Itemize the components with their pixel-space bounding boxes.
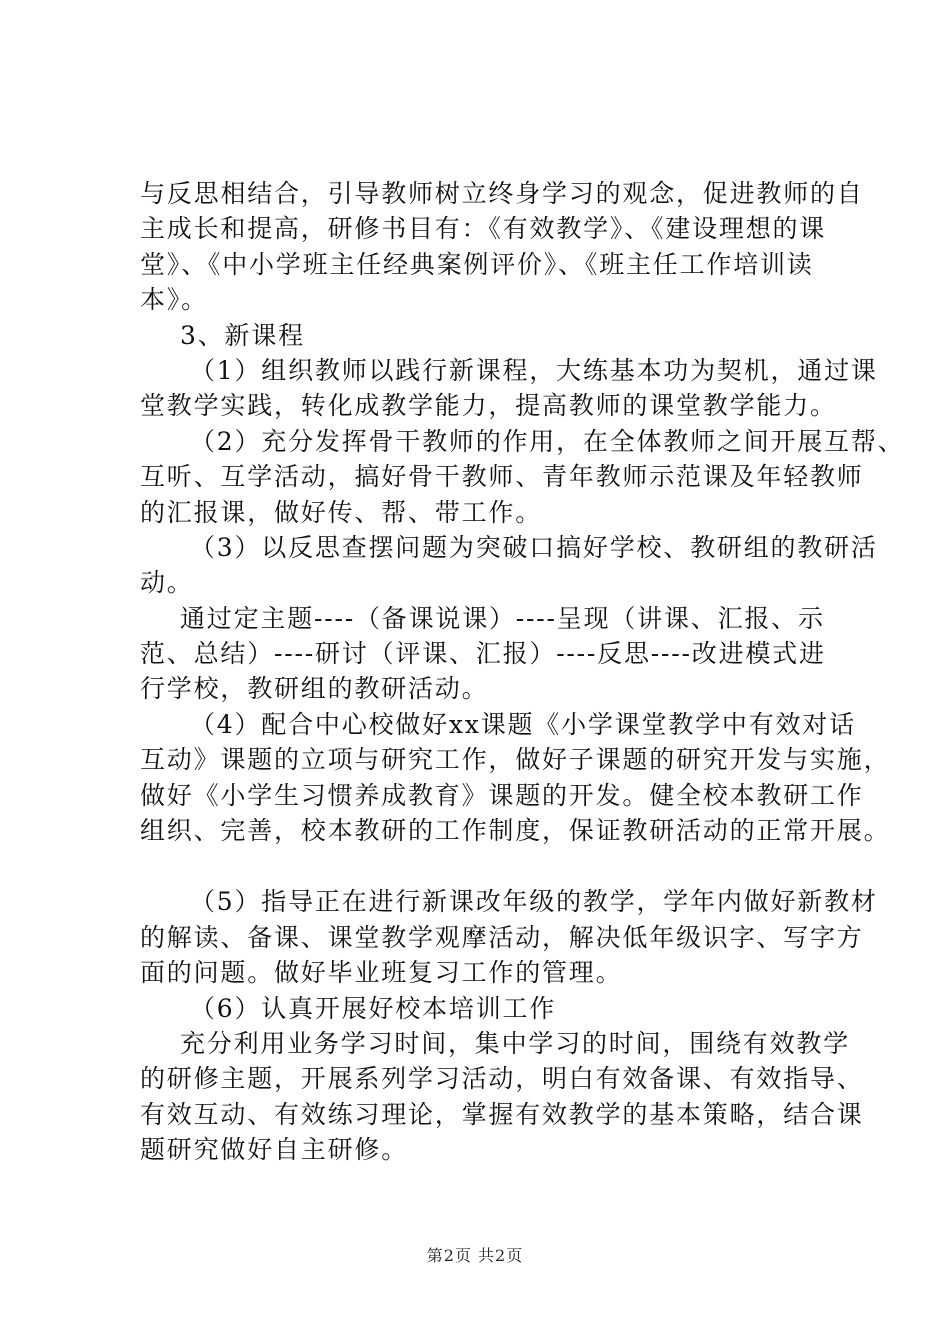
body-line: 堂》、《中小学班主任经典案例评价》、《班主任工作培训读: [140, 249, 814, 279]
section-heading: 3、新课程: [180, 320, 305, 350]
page-number-footer: 第2页 共2页: [426, 1246, 524, 1265]
body-line: （3）以反思查摆问题为突破口搞好学校、教研组的教研活: [190, 532, 878, 562]
body-line: 充分利用业务学习时间，集中学习的时间，围绕有效教学: [180, 1028, 851, 1058]
body-line: 主成长和提高，研修书目有：《有效教学》、《建设理想的课: [140, 214, 827, 244]
body-line: 范、总结）----研讨（评课、汇报）----反思----改进模式进: [140, 639, 826, 669]
body-line: 的汇报课，做好传、帮、带工作。: [140, 497, 543, 527]
document-body: [140, 176, 905, 1168]
body-line: 通过定主题----（备课说课）----呈现（讲课、汇报、示: [180, 603, 825, 633]
body-line: 组织、完善，校本教研的工作制度，保证教研活动的正常开展。: [140, 816, 891, 846]
body-line: 做好《小学生习惯养成教育》课题的开发。健全校本教研工作: [140, 780, 864, 810]
body-line: （2）充分发挥骨干教师的作用，在全体教师之间开展互帮、: [190, 426, 905, 456]
body-line: 的解读、备课、课堂教学观摩活动，解决低年级识字、写字方: [140, 922, 864, 952]
body-line: （1）组织教师以践行新课程，大练基本功为契机，通过课: [190, 355, 878, 385]
body-line: （4）配合中心校做好xx课题《小学课堂教学中有效对话: [190, 709, 856, 739]
body-line: 题研究做好自主研修。: [140, 1135, 409, 1165]
body-line: 行学校，教研组的教研活动。: [140, 674, 489, 704]
body-line: 与反思相结合，引导教师树立终身学习的观念，促进教师的自: [140, 179, 864, 208]
body-line: 互动》课题的立项与研究工作，做好子课题的研究开发与实施，: [140, 745, 891, 775]
body-line: 本》。: [140, 285, 208, 315]
body-line: 的研修主题，开展系列学习活动，明白有效备课、有效指导、: [140, 1064, 864, 1094]
body-line: 面的问题。做好毕业班复习工作的管理。: [140, 958, 623, 988]
body-line: 堂教学实践，转化成教学能力，提高教师的课堂教学能力。: [140, 391, 837, 421]
body-line: （5）指导正在进行新课改年级的教学，学年内做好新教材: [190, 887, 878, 917]
paragraph-gap: [140, 848, 850, 884]
body-line: 互听、互学活动，搞好骨干教师、青年教师示范课及年轻教师: [140, 462, 864, 492]
body-line: 有效互动、有效练习理论，掌握有效教学的基本策略，结合课: [140, 1099, 864, 1129]
body-line: （6）认真开展好校本培训工作: [190, 993, 557, 1023]
body-line: 动。: [140, 568, 194, 598]
